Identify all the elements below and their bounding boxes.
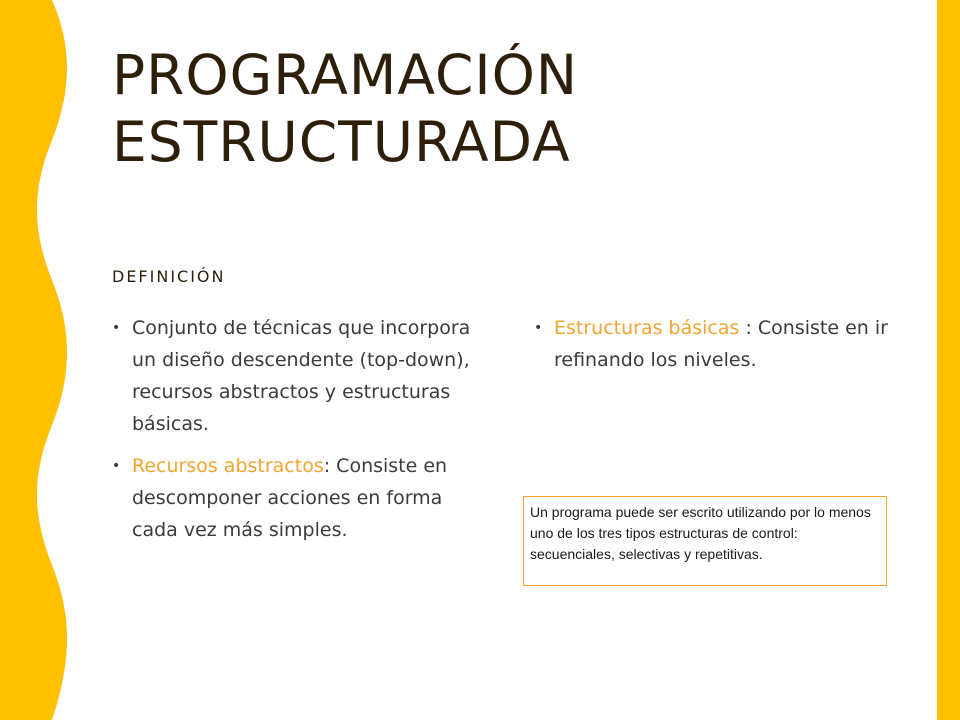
slide-title [112,42,912,176]
bullet-recursos-abstractos [112,450,472,546]
bullet-highlight: Recursos abstractos [132,455,324,477]
title-line-2: ESTRUCTURADA [112,110,571,174]
bullet-estructuras-basicas [534,312,914,376]
bullet-text: Conjunto de técnicas que incorpora un diseño descendente (top-down), recursos abstractos y estructuras básicas. [132,317,471,435]
slide-subtitle: DEFINICIÓN [112,267,226,286]
title-line-1: PROGRAMACIÓN [112,43,579,107]
right-column [534,312,914,386]
bullet-text: : Consiste en descomponer acciones en forma cada vez más simples. [132,455,448,541]
note-text-box: Un programa puede ser escrito utilizando por lo menos uno de los tres tipos estructuras de control: secuenciales, selectivas y repetitivas. [523,496,887,586]
bullet-highlight: Estructuras básicas [554,317,740,339]
left-column [112,312,472,556]
bullet-definition [112,312,472,440]
bullet-text: : Consiste en ir refinando los niveles. [554,317,888,371]
left-wave-decoration [0,0,80,720]
right-accent-bar [937,0,960,720]
